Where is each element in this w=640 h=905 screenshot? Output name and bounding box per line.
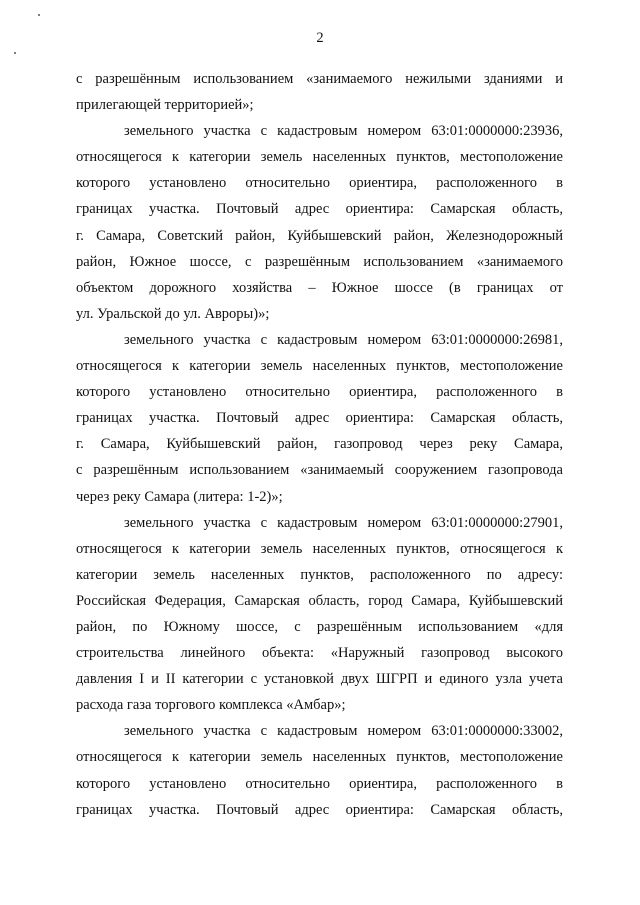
text-line: давления I и II категории с установкой двух ШГРП и единого узла учета <box>76 671 563 688</box>
scan-speck <box>14 52 16 54</box>
text-line: район, Южное шоссе, с разрешённым использованием «занимаемого <box>76 253 563 270</box>
text-line: с разрешённым использованием «занимаемый сооружением газопровода <box>76 462 563 479</box>
scan-speck <box>38 14 40 16</box>
text-line: категории земель населенных пунктов, расположенного по адресу: <box>76 566 563 583</box>
text-line: строительства линейного объекта: «Наружный газопровод высокого <box>76 645 563 662</box>
text-line: Российская Федерация, Самарская область, город Самара, Куйбышевский <box>76 592 563 609</box>
paragraph <box>76 66 563 118</box>
text-line: с разрешённым использованием «занимаемого нежилыми зданиями и <box>76 71 563 87</box>
text-line: земельного участка с кадастровым номером 63:01:0000000:33002, <box>124 723 563 740</box>
text-line: г. Самара, Советский район, Куйбышевский район, Железнодорожный <box>76 227 563 244</box>
text-line: границах участка. Почтовый адрес ориентира: Самарская область, <box>76 801 563 818</box>
paragraph <box>76 118 563 327</box>
text-line: относящегося к категории земель населенных пунктов, местоположение <box>76 358 563 375</box>
text-line: прилегающей территорией»; <box>76 97 254 114</box>
text-line: которого установлено относительно ориентира, расположенного в <box>76 775 563 792</box>
paragraph <box>76 718 563 822</box>
text-line: которого установлено относительно ориентира, расположенного в <box>76 384 563 401</box>
text-line: которого установлено относительно ориентира, расположенного в <box>76 175 563 192</box>
text-line: район, по Южному шоссе, с разрешённым использованием «для <box>76 618 563 635</box>
paragraph <box>76 510 563 719</box>
text-line: земельного участка с кадастровым номером 63:01:0000000:26981, <box>124 331 563 348</box>
text-line: границах участка. Почтовый адрес ориентира: Самарская область, <box>76 410 563 427</box>
text-line: границах участка. Почтовый адрес ориентира: Самарская область, <box>76 201 563 218</box>
text-line: относящегося к категории земель населенных пунктов, местоположение <box>76 749 563 766</box>
text-line: через реку Самара (литера: 1-2)»; <box>76 488 283 505</box>
text-line: относящегося к категории земель населенных пунктов, относящегося к <box>76 540 563 557</box>
text-line: расхода газа торгового комплекса «Амбар»; <box>76 697 346 714</box>
text-line: ул. Уральской до ул. Авроры)»; <box>76 305 270 322</box>
text-line: г. Самара, Куйбышевский район, газопровод через реку Самара, <box>76 436 563 453</box>
text-line: земельного участка с кадастровым номером 63:01:0000000:27901, <box>124 514 563 531</box>
page-number: 2 <box>316 30 324 46</box>
text-line: земельного участка с кадастровым номером 63:01:0000000:23936, <box>124 123 563 140</box>
paragraph <box>76 327 563 510</box>
text-line: объектом дорожного хозяйства – Южное шоссе (в границах от <box>76 279 563 296</box>
document-body <box>76 66 563 823</box>
text-line: относящегося к категории земель населенных пунктов, местоположение <box>76 149 563 166</box>
